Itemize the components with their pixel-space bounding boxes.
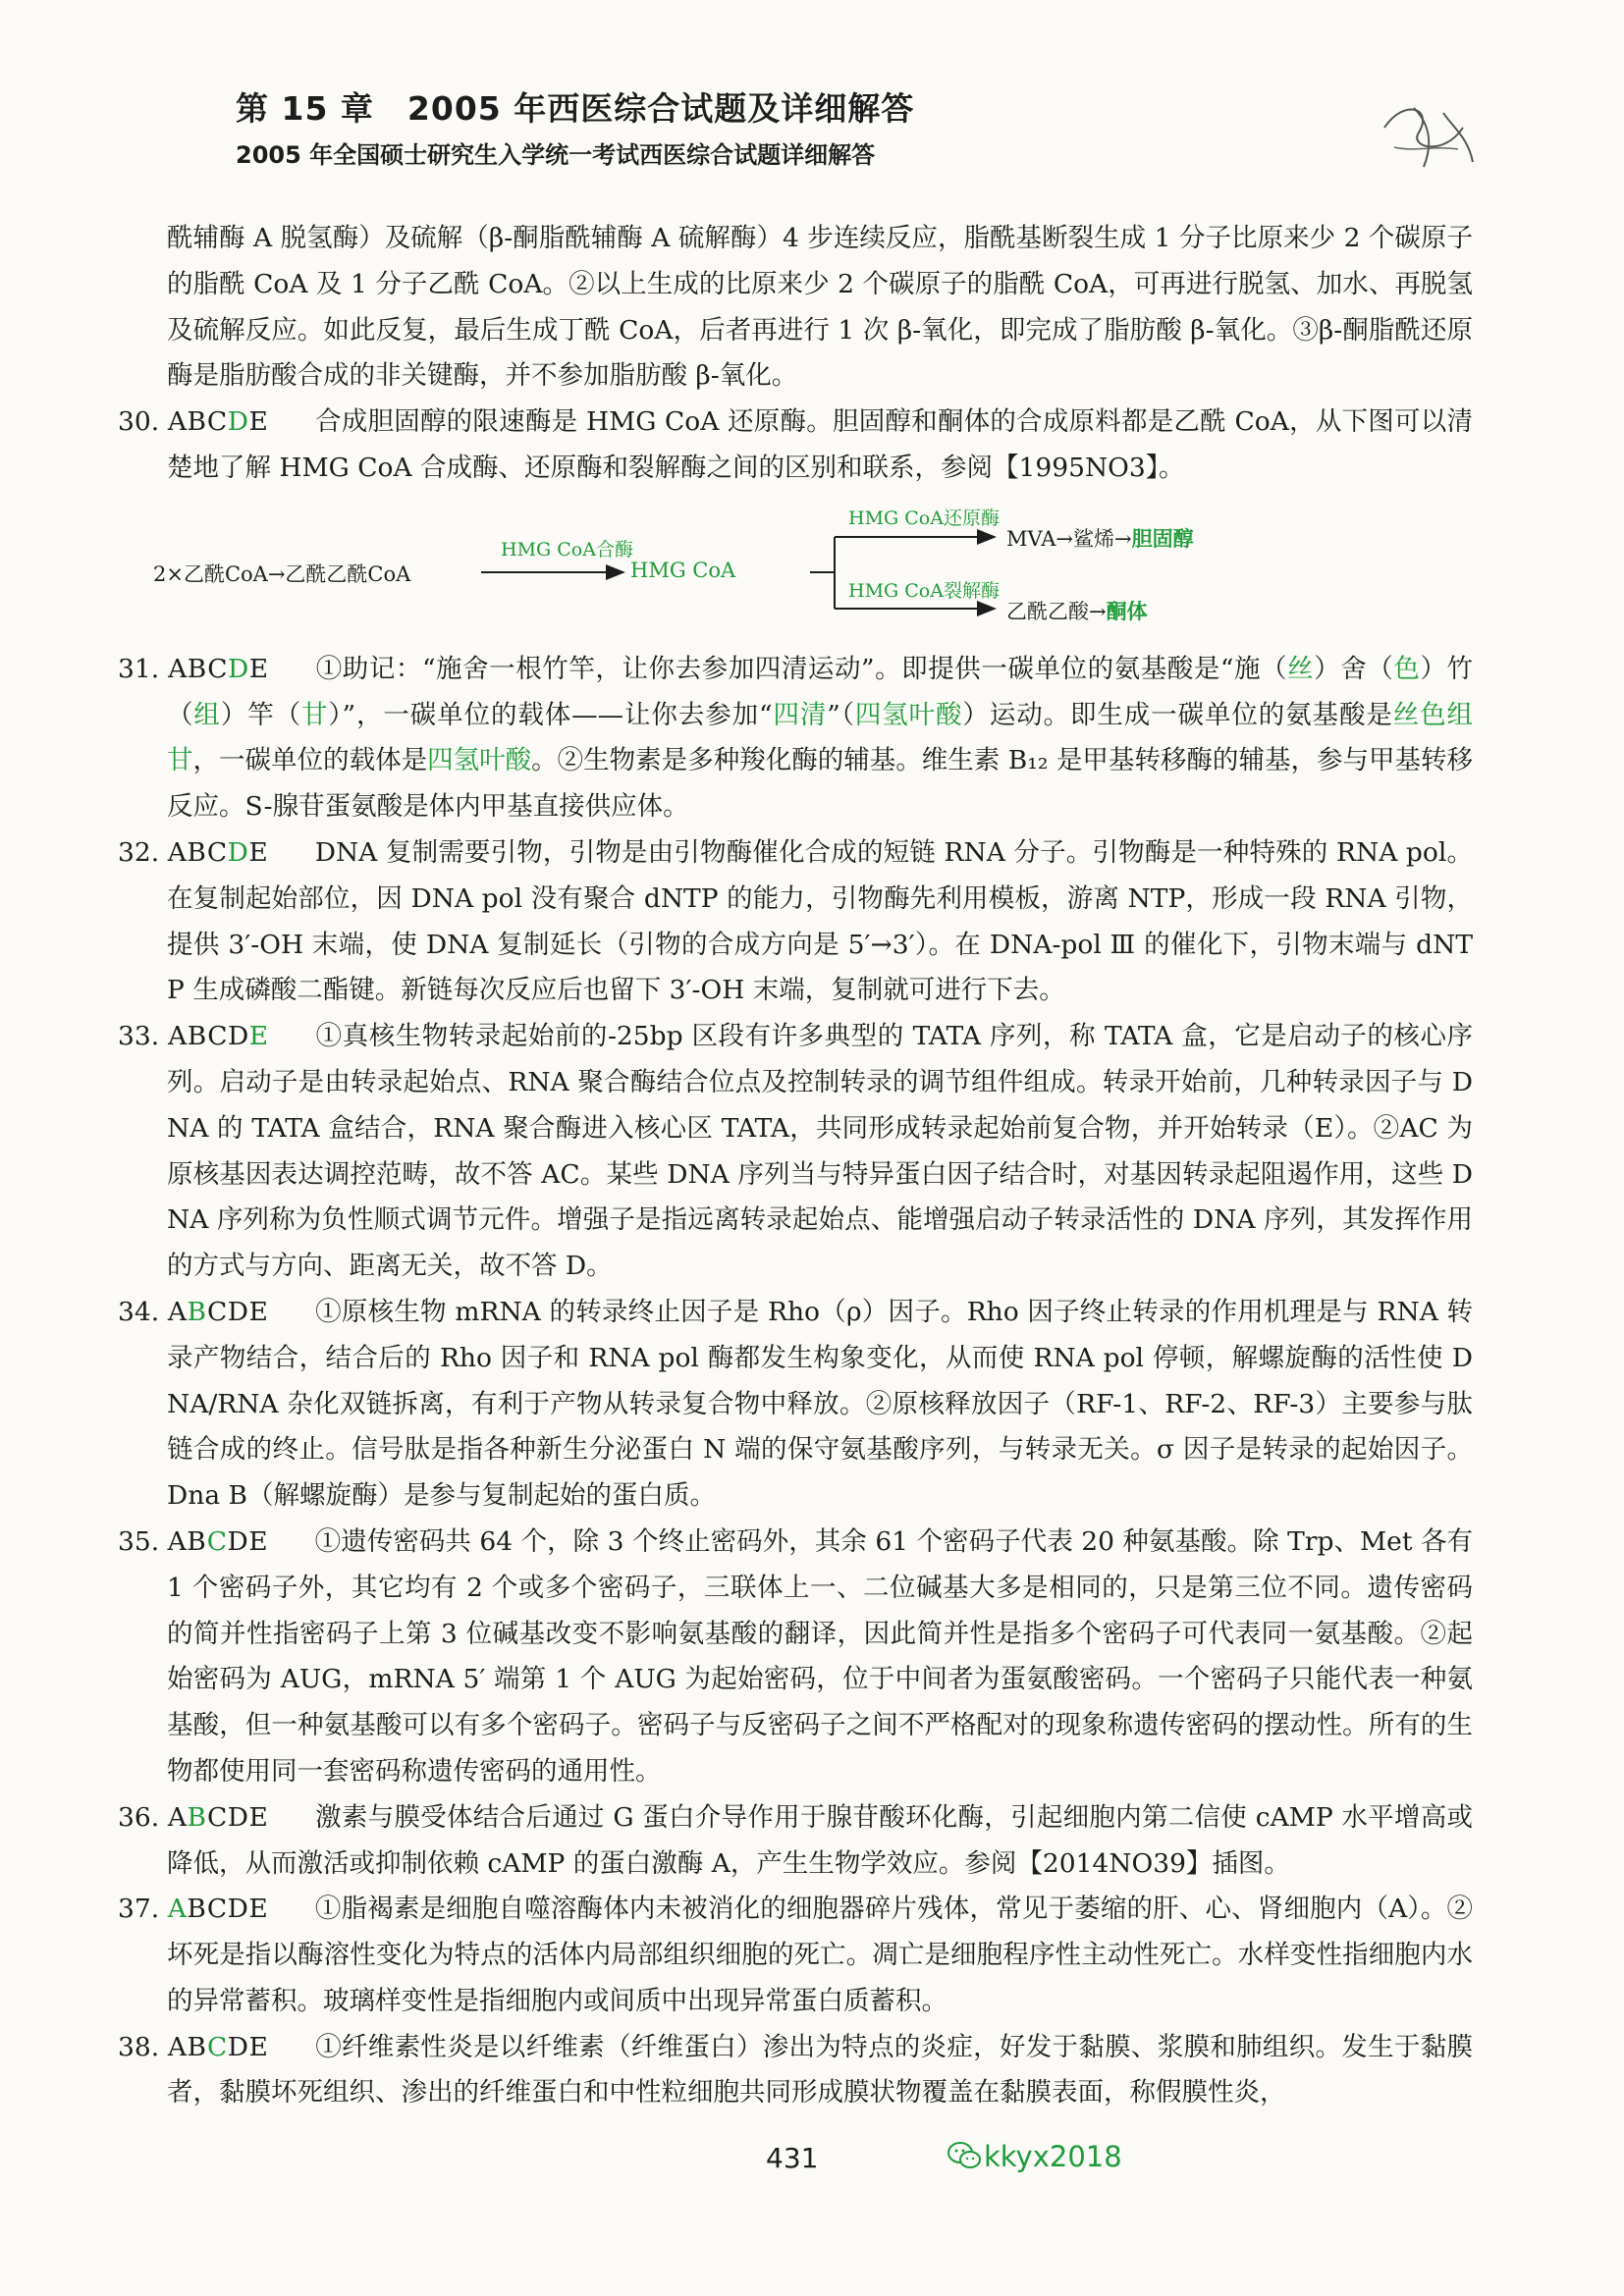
answer-item-34: [118, 1290, 1473, 1520]
acetyl-coa-label: 2×乙酰CoA→乙酰乙酰CoA: [153, 561, 411, 586]
answer-item-30: [118, 400, 1473, 492]
answer-options: ABCDE: [167, 2031, 269, 2062]
answer-item-38: [118, 2025, 1473, 2117]
correct-answer: A: [167, 1894, 188, 1925]
correct-answer: C: [207, 2031, 228, 2062]
correct-answer: D: [227, 406, 249, 438]
chapter-title: [236, 83, 914, 130]
correct-answer: B: [187, 1296, 207, 1327]
chapter-label: 第 15 章: [236, 89, 374, 128]
question-number: 32.: [118, 836, 160, 868]
answer-options: ABCDE: [168, 1021, 269, 1052]
explanation-text: 激素与膜受体结合后通过 G 蛋白介导作用于腺苷酸环化酶，引起细胞内第二信使 cAMP 水平增高或降低，从而激活或抑制依赖 cAMP 的蛋白激酶 A，产生生物学效应。参阅【2014NO39】插图。: [167, 1801, 1473, 1879]
answer-options: ABCDE: [167, 406, 269, 438]
answer-options: ABCDE: [167, 1525, 269, 1557]
hmg-coa-label: HMG CoA: [630, 558, 736, 582]
explanation-text: ①真核生物转录起始前的-25bp 区段有许多典型的 TATA 序列，称 TATA 盒，它是启动子的核心序列。启动子是由转录起始点、RNA 聚合酶结合位点及控制转录的调节组件组成。转录开始前，几种转录因子与 DNA 的 TATA 盒结合，RNA 聚合酶进入核心区 TATA，共同形成转录起始前复合物，并开始转录（E）。②AC 为原核基因表达调控范畴，故不答 AC。某些 DNA 序列当与特异蛋白因子结合时，对基因转录起阻遏作用，这些 DNA 序列称为负性顺式调节元件。增强子是指远离转录起始点、能增强启动子转录活性的 DNA 序列，其发挥作用的方式与方向、距离无关，故不答 D。: [167, 1021, 1473, 1282]
correct-answer: B: [187, 1801, 207, 1833]
question-number: 30.: [118, 406, 160, 438]
watermark-text: kkyx2018: [984, 2140, 1122, 2173]
ketone-product: 酮体: [1106, 598, 1148, 623]
answer-options: ABCDE: [167, 836, 269, 868]
question-number: 34.: [118, 1296, 160, 1327]
explanation-text: ①纤维素性炎是以纤维素（纤维蛋白）渗出为特点的炎症，好发于黏膜、浆膜和肺组织。发生于黏膜者，黏膜坏死组织、渗出的纤维蛋白和中性粒细胞共同形成膜状物覆盖在黏膜表面，称假膜性炎，: [167, 2031, 1473, 2109]
explanation-text: DNA 复制需要引物，引物是由引物酶催化合成的短链 RNA 分子。引物酶是一种特殊的 RNA pol。在复制起始部位，因 DNA pol 没有聚合 dNTP 的能力，引物酶先利用模板，游离 NTP，形成一段 RNA 引物，提供 3′-OH 末端，使 DNA 复制延长（引物的合成方向是 5′→3′）。在 DNA-pol Ⅲ 的催化下，引物末端与 dNTP 生成磷酸二酯键。新链每次反应后也留下 3′-OH 末端，复制就可进行下去。: [167, 836, 1473, 1006]
answer-item-33: [118, 1014, 1473, 1290]
correct-answer: D: [227, 836, 249, 868]
exam-subtitle: 2005 年全国硕士研究生入学统一考试西医综合试题详细解答: [236, 141, 876, 169]
answer-options: ABCDE: [167, 1296, 269, 1327]
synthase-label: HMG CoA合酶: [501, 538, 633, 561]
ketone-chain: 乙酰乙酸→酮体: [1006, 598, 1148, 623]
question-number: 37.: [118, 1894, 160, 1925]
question-number: 35.: [118, 1525, 160, 1557]
explanation-text: ①脂褐素是细胞自噬溶酶体内未被消化的细胞器碎片残体，常见于萎缩的肝、心、肾细胞内（A）。②坏死是指以酶溶性变化为特点的活体内局部组织细胞的死亡。凋亡是细胞程序性主动性死亡。水样变性指细胞内水的异常蓄积。玻璃样变性是指细胞内或间质中出现异常蛋白质蓄积。: [167, 1894, 1473, 2016]
correct-answer: C: [206, 1525, 228, 1557]
question-number: 36.: [118, 1801, 160, 1833]
correct-answer: D: [228, 653, 249, 684]
intro-paragraph: 酰辅酶 A 脱氢酶）及硫解（β-酮脂酰辅酶 A 硫解酶）4 步连续反应，脂酰基断裂生成 1 分子比原来少 2 个碳原子的脂酰 CoA 及 1 分子乙酰 CoA。②以上生成的比原来少 2 个碳原子的脂酰 CoA，可再进行脱氢、加水、再脱氢及硫解反应。如此反复，最后生成丁酰 CoA，后者再进行 1 次 β-氧化，即完成了脂肪酸 β-氧化。③β-酮脂酰还原酶是脂肪酸合成的非关键酶，并不参加脂肪酸 β-氧化。: [167, 223, 1473, 392]
answer-item-31: [118, 647, 1473, 830]
question-number: 33.: [118, 1021, 160, 1052]
answer-item-35: [118, 1520, 1473, 1795]
answer-options: ABCDE: [167, 1894, 269, 1925]
hmg-coa-pathway-diagram: [118, 496, 1473, 641]
answer-content: [118, 216, 1473, 2116]
answer-options: ABCDE: [167, 1801, 269, 1833]
explanation-text: ①助记：“施舍一根竹竿，让你去参加四清运动”。即提供一碳单位的氨基酸是“施（丝）舍（色）竹（组）竿（甘）”，一碳单位的载体——让你去参加“四清”（四氢叶酸）运动。即生成一碳单位的氨基酸是丝色组甘，一碳单位的载体是四氢叶酸。②生物素是多种羧化酶的辅基。维生素 B₁₂ 是甲基转移酶的辅基，参与甲基转移反应。S-腺苷蛋氨酸是体内甲基直接供应体。: [167, 653, 1474, 823]
reductase-label: HMG CoA还原酶: [848, 507, 1000, 529]
chapter-heading: 2005 年西医综合试题及详细解答: [406, 89, 915, 128]
pencil-sketch-icon: [1375, 88, 1483, 177]
correct-answer: E: [248, 1021, 269, 1052]
explanation-text: ①原核生物 mRNA 的转录终止因子是 Rho（ρ）因子。Rho 因子终止转录的作用机理是与 RNA 转录产物结合，结合后的 Rho 因子和 RNA pol 酶都发生构象变化，从而使 RNA pol 停顿，解螺旋酶的活性使 DNA/RNA 杂化双链拆离，有利于产物从转录复合物中释放。②原核释放因子（RF-1、RF-2、RF-3）主要参与肽链合成的终止。信号肽是指各种新生分泌蛋白 N 端的保守氨基酸序列，与转录无关。σ 因子是转录的起始因子。Dna B（解螺旋酶）是参与复制起始的蛋白质。: [167, 1296, 1473, 1512]
explanation-text: 合成胆固醇的限速酶是 HMG CoA 还原酶。胆固醇和酮体的合成原料都是乙酰 CoA，从下图可以清楚地了解 HMG CoA 合成酶、还原酶和裂解酶之间的区别和联系，参阅【1995NO3】。: [167, 406, 1473, 483]
answer-options: ABCDE: [168, 653, 269, 684]
explanation-text: ①遗传密码共 64 个，除 3 个终止密码外，其余 61 个密码子代表 20 种氨基酸。除 Trp、Met 各有 1 个密码子外，其它均有 2 个或多个密码子，三联体上一、二位碱基大多是相同的，只是第三位不同。遗传密码的简并性指密码子上第 3 位碱基改变不影响氨基酸的翻译，因此简并性是指多个密码子可代表同一氨基酸。②起始密码为 AUG，mRNA 5′ 端第 1 个 AUG 为起始密码，位于中间者为蛋氨酸密码。一个密码子只能代表一种氨基酸，但一种氨基酸可以有多个密码子。密码子与反密码子之间不严格配对的现象称遗传密码的摆动性。所有的生物都使用同一套密码称遗传密码的通用性。: [167, 1525, 1473, 1787]
answer-item-32: [118, 830, 1473, 1014]
answer-item-36: [118, 1795, 1473, 1888]
cholesterol-product: 胆固醇: [1131, 525, 1194, 551]
lyase-label: HMG CoA裂解酶: [848, 579, 1000, 602]
question-number: 38.: [118, 2031, 160, 2062]
wechat-icon: [947, 2141, 982, 2170]
page-number: 431: [766, 2142, 819, 2174]
watermark: [947, 2140, 1122, 2173]
cholesterol-chain: MVA→鲨烯→胆固醇: [1006, 525, 1194, 551]
answer-item-37: [118, 1887, 1473, 2024]
question-number: 31.: [118, 653, 160, 684]
